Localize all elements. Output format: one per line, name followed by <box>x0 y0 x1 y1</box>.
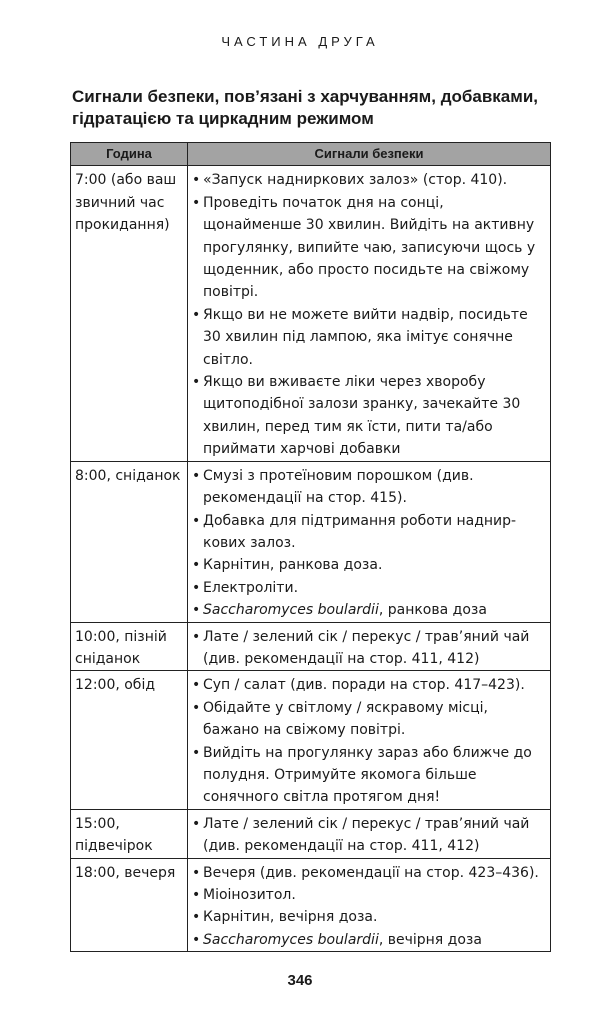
safety-signals-table <box>70 142 551 952</box>
section-title-line-2: гідратацією та циркадним режимом <box>72 109 374 128</box>
header-signals: Сигнали безпеки <box>188 143 551 166</box>
time-cell: 7:00 (або ваш звичний час прокидання) <box>71 166 188 461</box>
time-cell: 15:00, підвечірок <box>71 809 188 858</box>
list-item-italic-species: • Saccharomyces boulardii, ранкова доза <box>192 599 546 621</box>
section-title-line-1: Сигнали безпеки, пов’язані з харчуванням, добавками, <box>72 87 538 106</box>
list-item: • Добавка для підтримання роботи надниркових залоз. <box>192 510 546 555</box>
list-item: • Лате / зелений сік / перекус / трав’яний чай (див. рекомендації на стор. 411, 412) <box>192 813 546 858</box>
list-item: • Лате / зелений сік / перекус / трав’яний чай (див. рекомендації на стор. 411, 412) <box>192 626 546 671</box>
list-item: • «Запуск надниркових залоз» (стор. 410). <box>192 169 546 191</box>
signals-cell <box>188 858 551 952</box>
list-item: • Електроліти. <box>192 577 546 599</box>
table-header-row <box>71 143 551 166</box>
list-item-italic-species: • Saccharomyces boulardii, вечірня доза <box>192 929 546 951</box>
table-row <box>71 166 551 461</box>
list-item: • Суп / салат (див. поради на стор. 417–423). <box>192 674 546 696</box>
signals-cell <box>188 809 551 858</box>
time-cell: 18:00, вечеря <box>71 858 188 952</box>
table-row <box>71 858 551 952</box>
time-cell: 10:00, пізній сніданок <box>71 622 188 671</box>
list-item: • Смузі з протеїновим порошком (див. рекомендації на стор. 415). <box>192 465 546 510</box>
signals-cell <box>188 671 551 809</box>
list-item: • Карнітин, ранкова доза. <box>192 554 546 576</box>
list-item: • Міоінозитол. <box>192 884 546 906</box>
list-item: • Вечеря (див. рекомендації на стор. 423–436). <box>192 862 546 884</box>
table-row <box>71 461 551 622</box>
section-title <box>72 86 572 130</box>
list-item: • Якщо ви вживаєте ліки через хворобу щитоподібної залози зранку, зачекайте 30 хвилин, перед тим як їсти, пити та/або приймати харчові добавки <box>192 371 546 461</box>
signals-cell <box>188 461 551 622</box>
time-cell: 12:00, обід <box>71 671 188 809</box>
list-item: • Вийдіть на прогулянку зараз або ближче до полудня. Отримуйте якомога більше сонячного світла протягом дня! <box>192 742 546 809</box>
running-head: ЧАСТИНА ДРУГА <box>221 34 379 49</box>
time-cell: 8:00, сніданок <box>71 461 188 622</box>
list-item: • Проведіть початок дня на сонці, щонайменше 30 хвилин. Вийдіть на активну прогулянку, випийте чаю, записуючи щось у щоденник, або просто посидьте на свіжому повітрі. <box>192 192 546 304</box>
list-item: • Якщо ви не можете вийти надвір, посидьте 30 хвилин під лампою, яка імітує сонячне світло. <box>192 304 546 371</box>
table-row <box>71 671 551 809</box>
list-item: • Карнітин, вечірня доза. <box>192 906 546 928</box>
signals-cell <box>188 622 551 671</box>
table-row <box>71 622 551 671</box>
list-item: • Обідайте у світлому / яскравому місці, бажано на свіжому повітрі. <box>192 697 546 742</box>
page-number: 346 <box>287 972 313 989</box>
table-row <box>71 809 551 858</box>
header-time: Година <box>71 143 188 166</box>
signals-cell <box>188 166 551 461</box>
